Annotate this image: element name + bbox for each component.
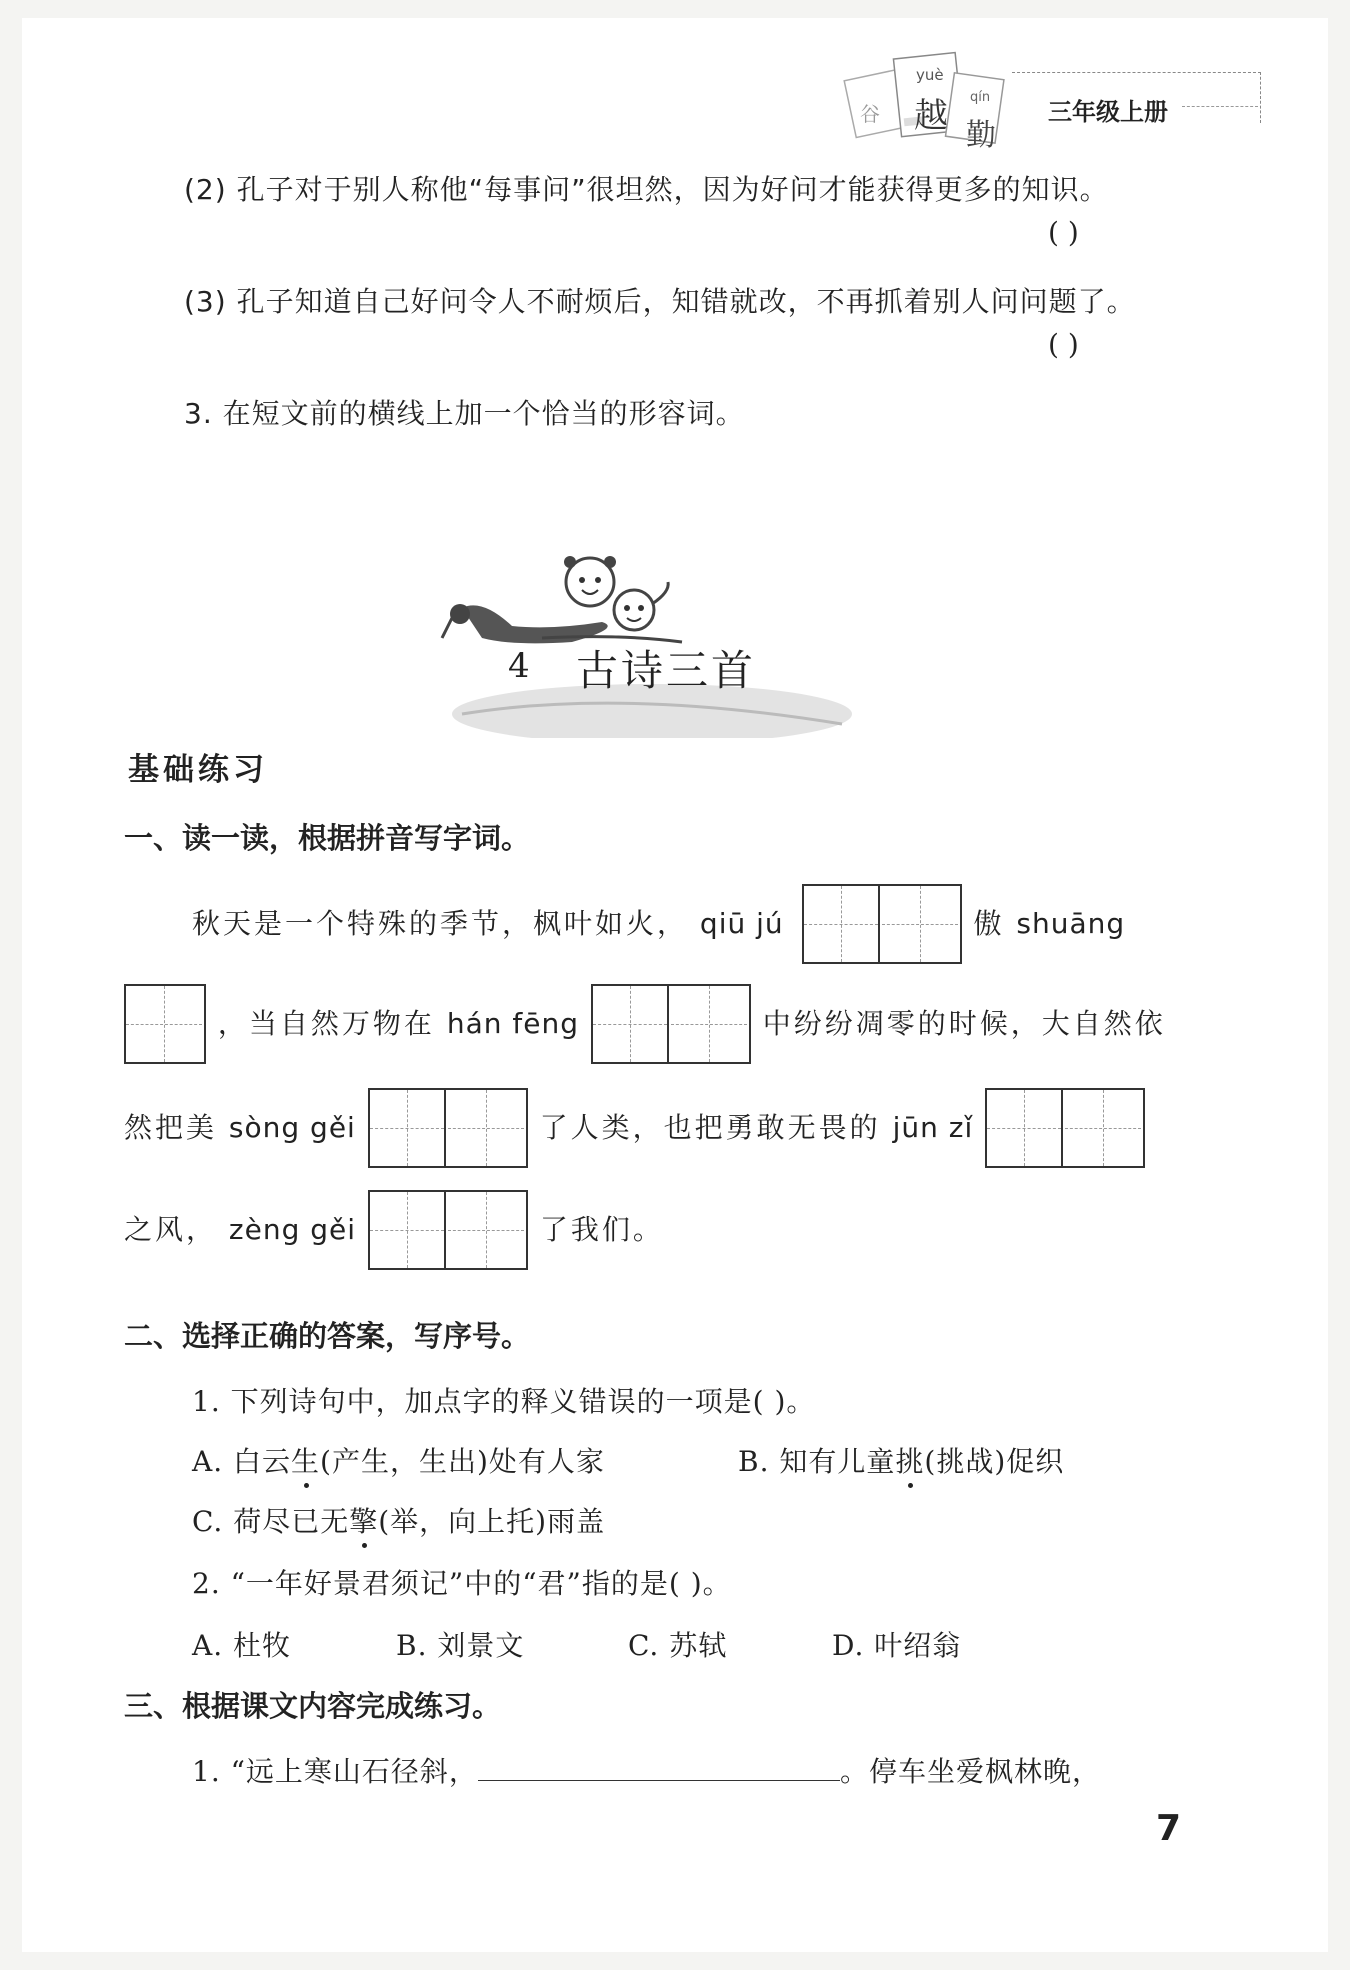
pinyin-han-feng: hán fēng xyxy=(446,1007,579,1040)
section-title: 基础练习 xyxy=(128,752,268,788)
part2-heading: 二、选择正确的答案，写序号。 xyxy=(124,1319,531,1353)
part2-q2-option-c[interactable]: C. 苏轼 xyxy=(628,1629,728,1662)
part1-text-8: 了我们。 xyxy=(539,1213,664,1246)
part1-line3 xyxy=(124,1088,1145,1168)
answer-grid-qiu-ju[interactable] xyxy=(802,884,962,964)
part1-line2 xyxy=(124,984,1166,1064)
part3-question-1: 1. “远上寒山石径斜， 。停车坐爱枫林晚， xyxy=(192,1755,1101,1788)
part1-text-7: 之风， xyxy=(124,1213,218,1246)
workbook-page xyxy=(22,18,1328,1952)
pinyin-zeng-gei: zèng gěi xyxy=(228,1213,357,1246)
part1-text-4: 中纷纷凋零的时候，大自然依 xyxy=(762,1007,1166,1040)
prev-question-3-item: 3. 在短文前的横线上加一个恰当的形容词。 xyxy=(184,397,745,430)
part2-q2-option-a[interactable]: A. 杜牧 xyxy=(192,1629,292,1662)
part2-question-1: 1. 下列诗句中，加点字的释义错误的一项是( )。 xyxy=(192,1385,816,1418)
part1-text-5: 然把美 xyxy=(124,1111,218,1144)
dotted-char-qing: 擎 xyxy=(349,1505,379,1538)
prev-answer-paren-3[interactable]: ( ) xyxy=(1048,328,1079,361)
part1-heading: 一、读一读，根据拼音写字词。 xyxy=(124,821,531,855)
part2-q2-option-d[interactable]: D. 叶绍翁 xyxy=(832,1629,962,1662)
answer-blank-line[interactable] xyxy=(478,1772,840,1781)
part1-text-3: ，当自然万物在 xyxy=(217,1007,435,1040)
part2-question-2: 2. “一年好景君须记”中的“君”指的是( )。 xyxy=(192,1567,732,1600)
dotted-char-sheng: 生 xyxy=(291,1445,321,1478)
answer-grid-jun-zi[interactable] xyxy=(985,1088,1145,1168)
answer-grid-han-feng[interactable] xyxy=(591,984,751,1064)
pinyin-shuang: shuāng xyxy=(1016,907,1126,940)
answer-grid-shuang[interactable] xyxy=(124,984,206,1064)
logo-char-3: 勤 xyxy=(966,118,996,153)
logo-char-1: 谷 xyxy=(860,102,880,126)
part2-q2-option-b[interactable]: B. 刘景文 xyxy=(396,1629,525,1662)
part1-text-1: 秋天是一个特殊的季节，枫叶如火， xyxy=(192,907,689,940)
prev-question-2: (2) 孔子对于别人称他“每事问”很坦然，因为好问才能获得更多的知识。 xyxy=(184,173,1109,206)
part2-q1-option-b[interactable]: B. 知有儿童挑(挑战)促织 xyxy=(738,1445,1065,1478)
part1-text-2: 傲 xyxy=(973,907,1005,940)
logo-char-2: 越 xyxy=(914,96,948,136)
part3-heading: 三、根据课文内容完成练习。 xyxy=(124,1689,502,1723)
grade-underline xyxy=(1182,106,1258,107)
pinyin-qiu-ju: qiū jú xyxy=(699,907,784,940)
prev-answer-paren-2[interactable]: ( ) xyxy=(1048,216,1079,249)
lesson-number: 4 xyxy=(508,646,530,686)
lesson-title: 古诗三首 xyxy=(576,646,757,695)
page-number: 7 xyxy=(1156,1808,1182,1849)
answer-grid-zeng-gei[interactable] xyxy=(368,1190,528,1270)
part2-q1-option-a[interactable]: A. 白云生(产生，生出)处有人家 xyxy=(192,1445,605,1478)
grade-label: 三年级上册 xyxy=(1048,98,1168,126)
header-logo xyxy=(830,46,1020,156)
pinyin-jun-zi: jūn zǐ xyxy=(892,1111,974,1144)
part1-line4 xyxy=(124,1190,664,1270)
logo-pinyin-1: yuè xyxy=(916,66,944,84)
part1-line1 xyxy=(192,884,1125,964)
answer-grid-song-gei[interactable] xyxy=(368,1088,528,1168)
part1-text-6: 了人类，也把勇敢无畏的 xyxy=(539,1111,881,1144)
part2-q1-option-c[interactable]: C. 荷尽已无擎(举，向上托)雨盖 xyxy=(192,1505,606,1538)
dotted-char-tiao: 挑 xyxy=(895,1445,925,1478)
logo-pinyin-2: qín xyxy=(970,90,991,105)
prev-question-3: (3) 孔子知道自己好问令人不耐烦后，知错就改，不再抓着别人问问题了。 xyxy=(184,285,1136,318)
pinyin-song-gei: sòng gěi xyxy=(228,1111,356,1144)
